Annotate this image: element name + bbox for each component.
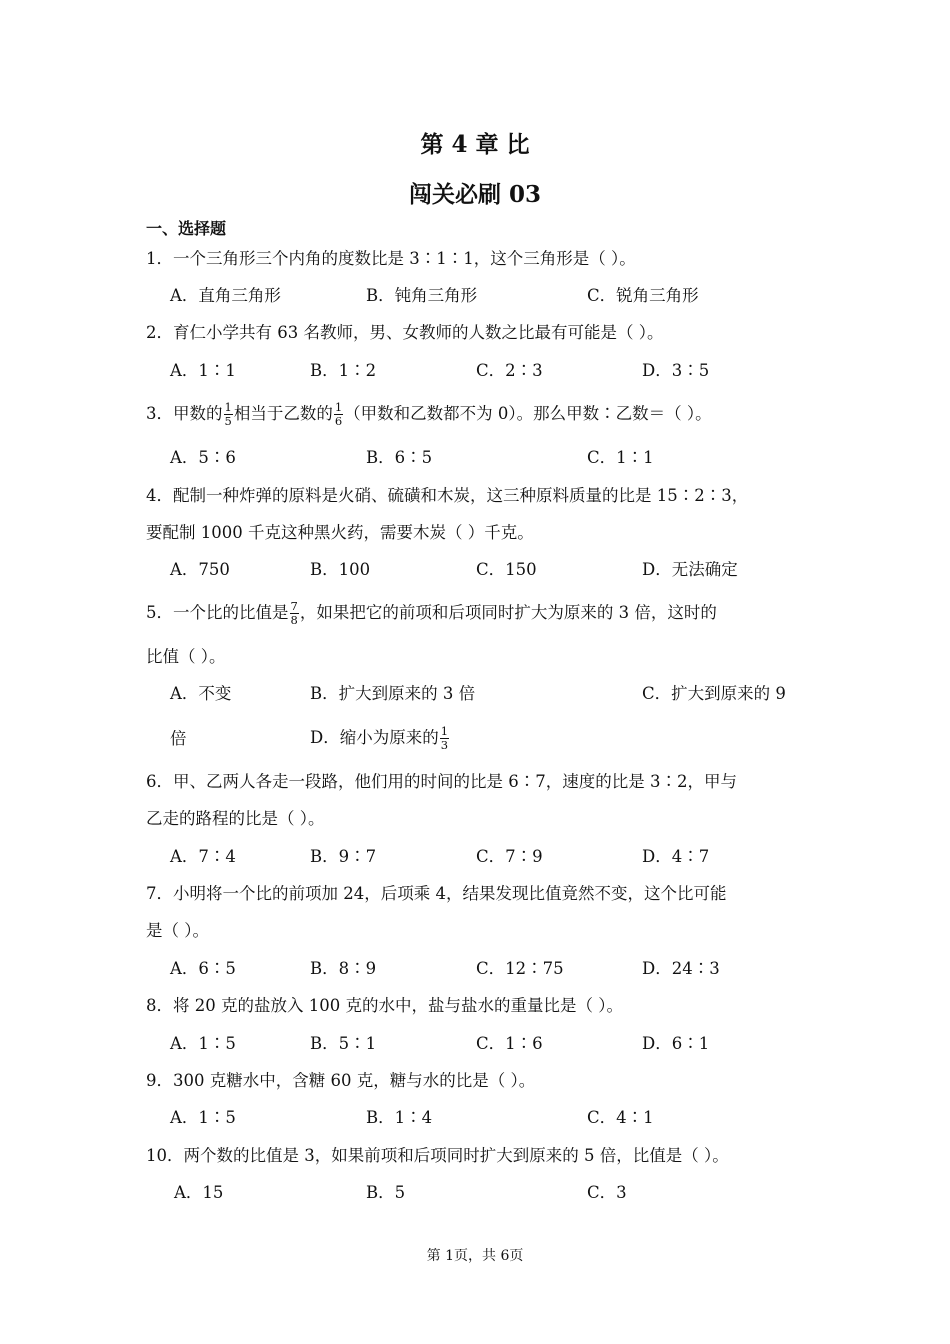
q1-option-c: C．锐角三角形 [587,286,699,305]
q3-fraction-1-numerator: 1 [224,400,232,414]
question-8: 8．将 20 克的盐放入 100 克的水中，盐与盐水的重量比是（ ）。 [146,996,623,1015]
q3-fraction-2 [334,401,343,428]
q4-option-c: C．150 [476,560,537,579]
q3-option-c: C．1∶1 [587,448,654,467]
q5-option-c-wrap: 倍 [170,729,187,748]
q2-option-a: A．1∶1 [170,361,236,380]
q7-option-a: A．6∶5 [170,959,236,978]
q7-option-b: B．8∶9 [310,959,377,978]
worksheet-subtitle: 闯关必刷 03 [408,181,541,208]
q6-option-c: C．7∶9 [476,847,543,866]
q5-option-d-numerator: 1 [440,724,449,738]
q8-option-c: C．1∶6 [476,1034,543,1053]
question-7-line-1: 7．小明将一个比的前项加 24，后项乘 4，结果发现比值竟然不变，这个比可能 [146,884,727,903]
q3-fraction-2-numerator: 1 [334,400,343,414]
q4-option-b: B．100 [310,560,371,579]
question-10: 10．两个数的比值是 3，如果前项和后项同时扩大到原来的 5 倍，比值是（ ）。 [146,1146,729,1165]
question-1: 1．一个三角形三个内角的度数比是 3∶1∶1，这个三角形是（ ）。 [146,249,636,268]
q5-text-part1: 5．一个比的比值是 [146,603,289,622]
q4-option-a: A．750 [170,560,230,579]
q3-text-part3: （甲数和乙数都不为 0）。那么甲数∶乙数＝（ ）。 [344,404,712,423]
question-5-line-1 [146,597,717,629]
q10-option-b: B．5 [366,1183,406,1202]
q5-option-a: A．不变 [170,684,232,703]
q3-option-b: B．6∶5 [366,448,433,467]
question-6-line-1: 6．甲、乙两人各走一段路，他们用的时间的比是 6∶7，速度的比是 3∶2，甲与 [146,772,737,791]
question-9: 9．300 克糖水中，含糖 60 克，糖与水的比是（ ）。 [146,1071,536,1090]
section-title: 一、选择题 [146,219,227,238]
q3-fraction-2-denominator: 6 [334,414,343,428]
q3-text-part1: 3．甲数的 [146,404,223,423]
q9-option-c: C．4∶1 [587,1108,654,1127]
q3-fraction-1-denominator: 5 [224,414,232,428]
q8-option-d: D．6∶1 [642,1034,710,1053]
q5-option-c: C．扩大到原来的 9 [642,684,786,703]
question-4-line-1: 4．配制一种炸弹的原料是火硝、硫磺和木炭，这三种原料质量的比是 15∶2∶3， [146,486,749,505]
q10-option-c: C．3 [587,1183,627,1202]
q3-fraction-1 [224,401,233,428]
question-3 [146,398,712,430]
q3-option-a: A．5∶6 [170,448,236,467]
q6-option-b: B．9∶7 [310,847,377,866]
q5-option-d-fraction [440,725,449,752]
q6-option-a: A．7∶4 [170,847,236,866]
chapter-title: 第 4 章 比 [420,131,530,158]
q2-option-c: C．2∶3 [476,361,543,380]
q7-option-c: C．12∶75 [476,959,564,978]
q3-text-part2: 相当于乙数的 [233,404,333,423]
question-6-line-2: 乙走的路程的比是（ ）。 [146,809,325,828]
q1-option-b: B．钝角三角形 [366,286,478,305]
q8-option-a: A．1∶5 [170,1034,236,1053]
q5-fraction [290,600,299,627]
q7-option-d: D．24∶3 [642,959,720,978]
q5-option-d [310,722,450,754]
question-5-line-2: 比值（ ）。 [146,647,226,666]
q5-fraction-numerator: 7 [290,599,298,613]
q1-option-a: A．直角三角形 [170,286,281,305]
q5-fraction-denominator: 8 [290,613,298,627]
q5-option-d-text: D．缩小为原来的 [310,728,439,747]
q5-option-b: B．扩大到原来的 3 倍 [310,684,476,703]
q10-option-a: A．15 [174,1183,224,1202]
question-4-line-2: 要配制 1000 千克这种黑火药，需要木炭（ ）千克。 [146,523,534,542]
q9-option-a: A．1∶5 [170,1108,236,1127]
question-2: 2．育仁小学共有 63 名教师，男、女教师的人数之比最有可能是（ ）。 [146,323,664,342]
q9-option-b: B．1∶4 [366,1108,433,1127]
q8-option-b: B．5∶1 [310,1034,377,1053]
q4-option-d: D．无法确定 [642,560,738,579]
q5-text-part2: ，如果把它的前项和后项同时扩大为原来的 3 倍，这时的 [299,603,717,622]
q5-option-d-denominator: 3 [440,738,449,752]
q6-option-d: D．4∶7 [642,847,710,866]
q2-option-d: D．3∶5 [642,361,710,380]
question-7-line-2: 是（ ）。 [146,921,209,940]
page-footer: 第 1页，共 6页 [426,1248,524,1264]
q2-option-b: B．1∶2 [310,361,377,380]
